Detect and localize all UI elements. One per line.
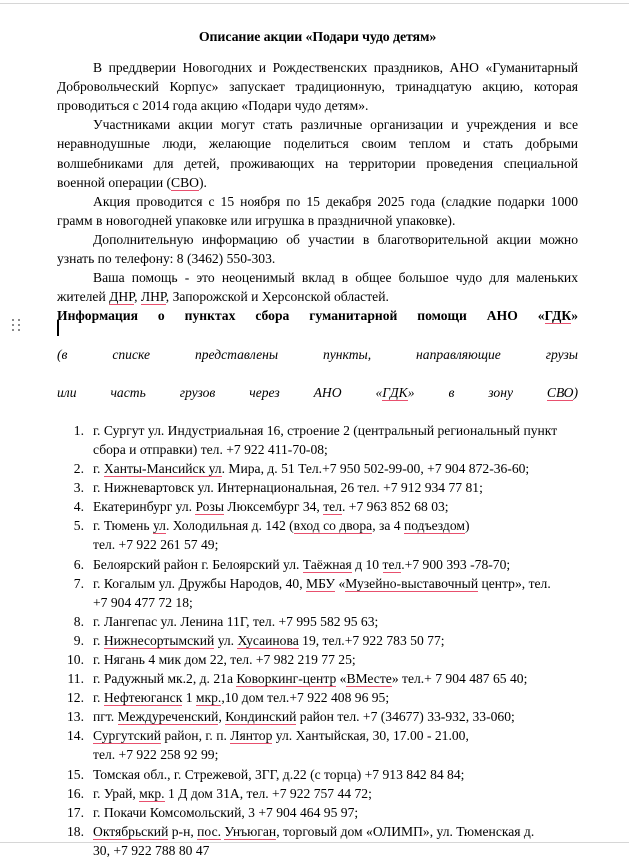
point-6-line-1-spellcheck-1: Таёжная xyxy=(302,556,352,572)
list-item-number: 14. xyxy=(67,728,84,744)
list-item-number: 10. xyxy=(67,652,84,667)
point-7-line-1-spellcheck-1: МБУ xyxy=(306,575,336,591)
point-9-line-1-spellcheck-3: Хусаинова xyxy=(237,632,299,648)
list-item-number: 8. xyxy=(73,613,84,629)
paragraph-participants-spellcheck-1: СВО xyxy=(171,174,199,190)
point-9-line-1-spellcheck-1: Нижнесортымский xyxy=(103,632,215,648)
list-item-line xyxy=(93,765,578,784)
list-item xyxy=(57,650,578,669)
point-12-line-1-spellcheck-1: Нефтеюганск xyxy=(103,690,183,706)
list-item-number: 18. xyxy=(67,823,84,839)
point-15-line-1-text-0: Томская обл., г. Стрежевой, 3ГГ, д.22 (с торца) +7 913 842 84 84; xyxy=(93,766,465,782)
list-item xyxy=(57,612,578,631)
point-11-line-1-spellcheck-3: ВМесте xyxy=(346,671,392,687)
point-7-line-1-text-4: центр», тел. xyxy=(478,575,551,591)
list-item xyxy=(57,784,578,803)
point-18-line-1-spellcheck-0: Октябрьский xyxy=(93,823,169,839)
list-item-line xyxy=(93,478,578,497)
point-14-line-2-text-0: тел. +7 922 258 92 99; xyxy=(93,747,219,763)
paragraph-dates-text-0: Акция проводится с 15 ноября по 15 декабря 2025 года (сладкие подарки 1000 грамм в новогодней упаковке или игрушка в праздничной упаковке). xyxy=(57,193,578,228)
list-item xyxy=(57,803,578,822)
list-item-number: 7. xyxy=(73,575,84,591)
list-item-line xyxy=(93,669,578,688)
drag-handle-icon[interactable] xyxy=(12,319,21,333)
point-6-line-1-spellcheck-3: тел xyxy=(382,556,402,572)
list-item xyxy=(57,765,578,784)
section-sub2-text-4: ) xyxy=(573,384,578,400)
point-10-line-1-text-0: г. Нягань 4 мик дом 22, тел. +7 982 219 77 25; xyxy=(93,652,356,667)
point-16-line-1-text-0: г. Урай, xyxy=(93,785,140,801)
point-5-line-1-text-6: ) xyxy=(465,518,470,534)
list-item xyxy=(57,421,578,459)
document-body xyxy=(57,28,578,860)
list-item xyxy=(57,497,578,516)
list-item xyxy=(57,478,578,497)
point-18-line-1-text-5: , торговый дом «ОЛИМП», ул. Тюменская д. xyxy=(276,823,535,839)
point-2-line-1-text-2: . Мира, д. 51 Тел.+7 950 502-99-00, +7 904 872-36-60; xyxy=(221,461,530,477)
list-item xyxy=(57,459,578,478)
list-item-line xyxy=(93,574,578,593)
collection-points-list xyxy=(57,421,578,860)
point-13-line-1-text-0: пгт. xyxy=(93,709,118,725)
point-18-line-1-text-1: р-н, xyxy=(168,823,198,839)
list-item-line xyxy=(93,612,578,631)
list-item-line xyxy=(93,707,578,726)
list-item-number: 3. xyxy=(73,480,84,496)
point-3-line-1-text-0: г. Нижневартовск ул. Интернациональная, 26 тел. +7 912 934 77 81; xyxy=(93,480,483,496)
list-item-number: 17. xyxy=(67,804,84,820)
point-14-line-1-spellcheck-0: Сургутский xyxy=(93,728,161,744)
list-item-number: 4. xyxy=(73,499,84,515)
point-7-line-1-text-2: « xyxy=(335,575,346,591)
section-sub2-spellcheck-3: СВО xyxy=(546,384,574,400)
section-sub2-text-0: или часть грузов через АНО « xyxy=(57,384,383,400)
list-item-line xyxy=(93,745,578,764)
point-14-line-1-text-1: район, г. п. xyxy=(161,728,231,744)
paragraph-closing-text-2: , xyxy=(134,289,141,305)
list-item xyxy=(57,726,578,764)
point-13-line-1-spellcheck-3: Кондинский xyxy=(225,709,297,725)
point-1-line-2-text-0: сбора и отправки) тел. +7 922 411-70-08; xyxy=(93,441,328,457)
point-11-line-1-text-4: » тел.+ 7 904 487 65 40; xyxy=(391,671,528,687)
point-18-line-1-spellcheck-2: пос. xyxy=(197,823,221,839)
list-item-line xyxy=(93,440,578,459)
section-sub1-text-0: (в списке представлены пункты, направляющие грузы xyxy=(57,346,578,362)
point-5-line-1-text-2: . Холодильная д. 142 ( xyxy=(165,518,294,534)
list-item-number: 13. xyxy=(67,709,84,725)
section-sub2-text-2: » в зону xyxy=(407,384,547,400)
paragraph-intro-text-0: В преддверии Новогодних и Рождественских праздников, АНО «Гуманитарный Добровольческий Корпус» запускает традиционную, тринадцатую акцию, которая проводиться с 2014 года акцию «Подари чудо детям». xyxy=(57,60,578,114)
point-14-line-1-spellcheck-2: Лянтор xyxy=(230,728,273,744)
list-item-line xyxy=(93,421,578,440)
paragraph-closing-spellcheck-1: ДНР xyxy=(109,289,135,305)
point-11-line-1-text-0: г. Радужный мк.2, д. 21а xyxy=(93,671,237,687)
paragraph-closing-spellcheck-3: ЛНР xyxy=(140,289,166,305)
section-heading xyxy=(57,306,578,344)
point-11-line-1-spellcheck-1: Коворкинг-центр xyxy=(236,671,337,687)
section-subheading-line-1 xyxy=(57,345,578,383)
list-item-line xyxy=(93,841,578,860)
point-16-line-1-spellcheck-1: мкр. xyxy=(139,785,165,801)
list-item-line xyxy=(93,650,578,669)
point-12-line-1-text-2: 1 xyxy=(182,690,196,706)
point-9-line-1-text-2: ул. xyxy=(214,632,238,648)
list-item-line xyxy=(93,593,578,612)
point-17-line-1-text-0: г. Покачи Комсомольский, 3 +7 904 464 95 97; xyxy=(93,804,359,820)
point-8-line-1-text-0: г. Лангепас ул. Ленина 11Г, тел. +7 995 582 95 63; xyxy=(93,613,379,629)
point-5-line-1-text-0: г. Тюмень xyxy=(93,518,153,534)
point-12-line-1-spellcheck-3: мкр. xyxy=(195,690,222,706)
list-item-number: 15. xyxy=(67,766,84,782)
paragraph-participants-text-2: ). xyxy=(198,174,207,190)
point-11-line-1-text-2: « xyxy=(336,671,347,687)
point-14-line-1-text-3: ул. Хантыйская, 30, 17.00 - 21.00, xyxy=(272,728,469,744)
point-18-line-1-spellcheck-4: Унъюган xyxy=(224,823,277,839)
list-item-line xyxy=(93,631,578,650)
point-13-line-1-text-2: , xyxy=(218,709,226,725)
list-item-number: 6. xyxy=(73,556,84,572)
section-heading-text-2: » xyxy=(571,308,578,324)
point-6-line-1-text-2: д 10 xyxy=(351,556,383,572)
point-12-line-1-text-4: ,10 дом тел.+7 922 408 96 95; xyxy=(221,690,390,706)
list-item xyxy=(57,688,578,707)
point-2-line-1-spellcheck-1: Ханты-Мансийск ул xyxy=(103,461,222,477)
list-item xyxy=(57,574,578,612)
list-item-number: 16. xyxy=(67,785,84,801)
point-4-line-1-spellcheck-1: Розы xyxy=(195,499,224,515)
list-item xyxy=(57,555,578,574)
point-5-line-1-text-4: , за 4 xyxy=(372,518,404,534)
point-16-line-1-text-2: 1 Д дом 31А, тел. +7 922 757 44 72; xyxy=(164,785,372,801)
point-4-line-1-spellcheck-3: тел xyxy=(323,499,342,515)
point-1-line-1-text-0: г. Сургут ул. Индустриальная 16, строение 2 (центральный региональный пункт xyxy=(93,422,558,438)
list-item-line xyxy=(93,784,578,803)
list-item xyxy=(57,631,578,650)
point-7-line-2-text-0: +7 904 477 72 18; xyxy=(93,594,193,610)
list-item-number: 5. xyxy=(73,518,84,534)
list-item-line xyxy=(93,726,578,745)
section-heading-text-0: Информация о пунктах сбора гуманитарной помощи АНО « xyxy=(57,308,545,324)
paragraph-intro xyxy=(57,58,578,115)
paragraph-phone xyxy=(57,230,578,268)
point-4-line-1-text-4: . +7 963 852 68 03; xyxy=(341,499,449,515)
list-item-line xyxy=(93,688,578,707)
paragraph-closing xyxy=(57,268,578,306)
point-7-line-1-text-0: г. Когалым ул. Дружбы Народов, 40, xyxy=(93,575,306,591)
paragraph-participants-text-0: Участниками акции могут стать различные организации и учреждения и все неравнодушные люди, желающие поделиться своим теплом и стать добрыми волшебниками для детей, проживающих на территории проведения специальной военной операции ( xyxy=(57,117,578,190)
point-2-line-1-text-0: г. xyxy=(93,461,104,477)
list-item-line xyxy=(93,516,578,535)
list-item-number: 2. xyxy=(73,461,84,477)
section-heading-spellcheck-1: ГДК xyxy=(544,308,572,324)
point-13-line-1-text-4: район тел. +7 (34677) 33-932, 33-060; xyxy=(296,709,515,725)
point-12-line-1-text-0: г. xyxy=(93,690,104,706)
point-18-line-2-text-0: 30, +7 922 788 80 47 xyxy=(93,842,210,858)
point-5-line-1-spellcheck-3: вход со двора xyxy=(293,518,373,534)
point-6-line-1-text-4: .+7 900 393 -78-70; xyxy=(401,556,511,572)
list-item xyxy=(57,516,578,554)
paragraph-closing-text-0: Ваша помощь - это неоценимый вклад в общее большое чудо для маленьких жителей xyxy=(57,270,578,305)
list-item-number: 9. xyxy=(73,632,84,648)
point-4-line-1-text-0: Екатеринбург ул. xyxy=(93,499,196,515)
point-6-line-1-text-0: Белоярский район г. Белоярский ул. xyxy=(93,556,303,572)
section-sub2-spellcheck-1: ГДК xyxy=(382,384,408,400)
paragraph-dates xyxy=(57,192,578,230)
paragraph-participants xyxy=(57,115,578,191)
list-item xyxy=(57,669,578,688)
list-item xyxy=(57,707,578,726)
point-9-line-1-text-4: 19, тел.+7 922 783 50 77; xyxy=(298,632,445,648)
list-item-line xyxy=(93,535,578,554)
point-5-line-2-text-0: тел. +7 922 261 57 49; xyxy=(93,537,219,553)
list-item-line xyxy=(93,555,578,574)
point-13-line-1-spellcheck-1: Междуреченский xyxy=(117,709,219,725)
list-item-number: 12. xyxy=(67,690,84,706)
point-7-line-1-spellcheck-3: Музейно-выставочный xyxy=(345,575,479,591)
list-item xyxy=(57,822,578,860)
paragraph-closing-text-4: , Запорожской и Херсонской областей. xyxy=(165,289,389,305)
point-4-line-1-text-2: Люксембург 34, xyxy=(223,499,324,515)
list-item-number: 11. xyxy=(67,671,84,687)
point-5-line-1-spellcheck-1: ул xyxy=(152,518,166,534)
paragraph-phone-text-0: Дополнительную информацию об участии в благотворительной акции можно узнать по телефону: 8 (3462) 550-303. xyxy=(57,231,578,267)
point-5-line-1-spellcheck-5: подъездом xyxy=(403,518,465,534)
list-item-line xyxy=(93,459,578,478)
section-subheading-line-2 xyxy=(57,383,578,421)
list-item-number: 1. xyxy=(73,422,84,438)
list-item-line xyxy=(93,497,578,516)
page-title: Описание акции «Подари чудо детям» xyxy=(198,30,437,45)
paragraph-list xyxy=(57,58,578,306)
list-item-line xyxy=(93,822,578,841)
list-item-line xyxy=(93,803,578,822)
point-9-line-1-text-0: г. xyxy=(93,632,104,648)
